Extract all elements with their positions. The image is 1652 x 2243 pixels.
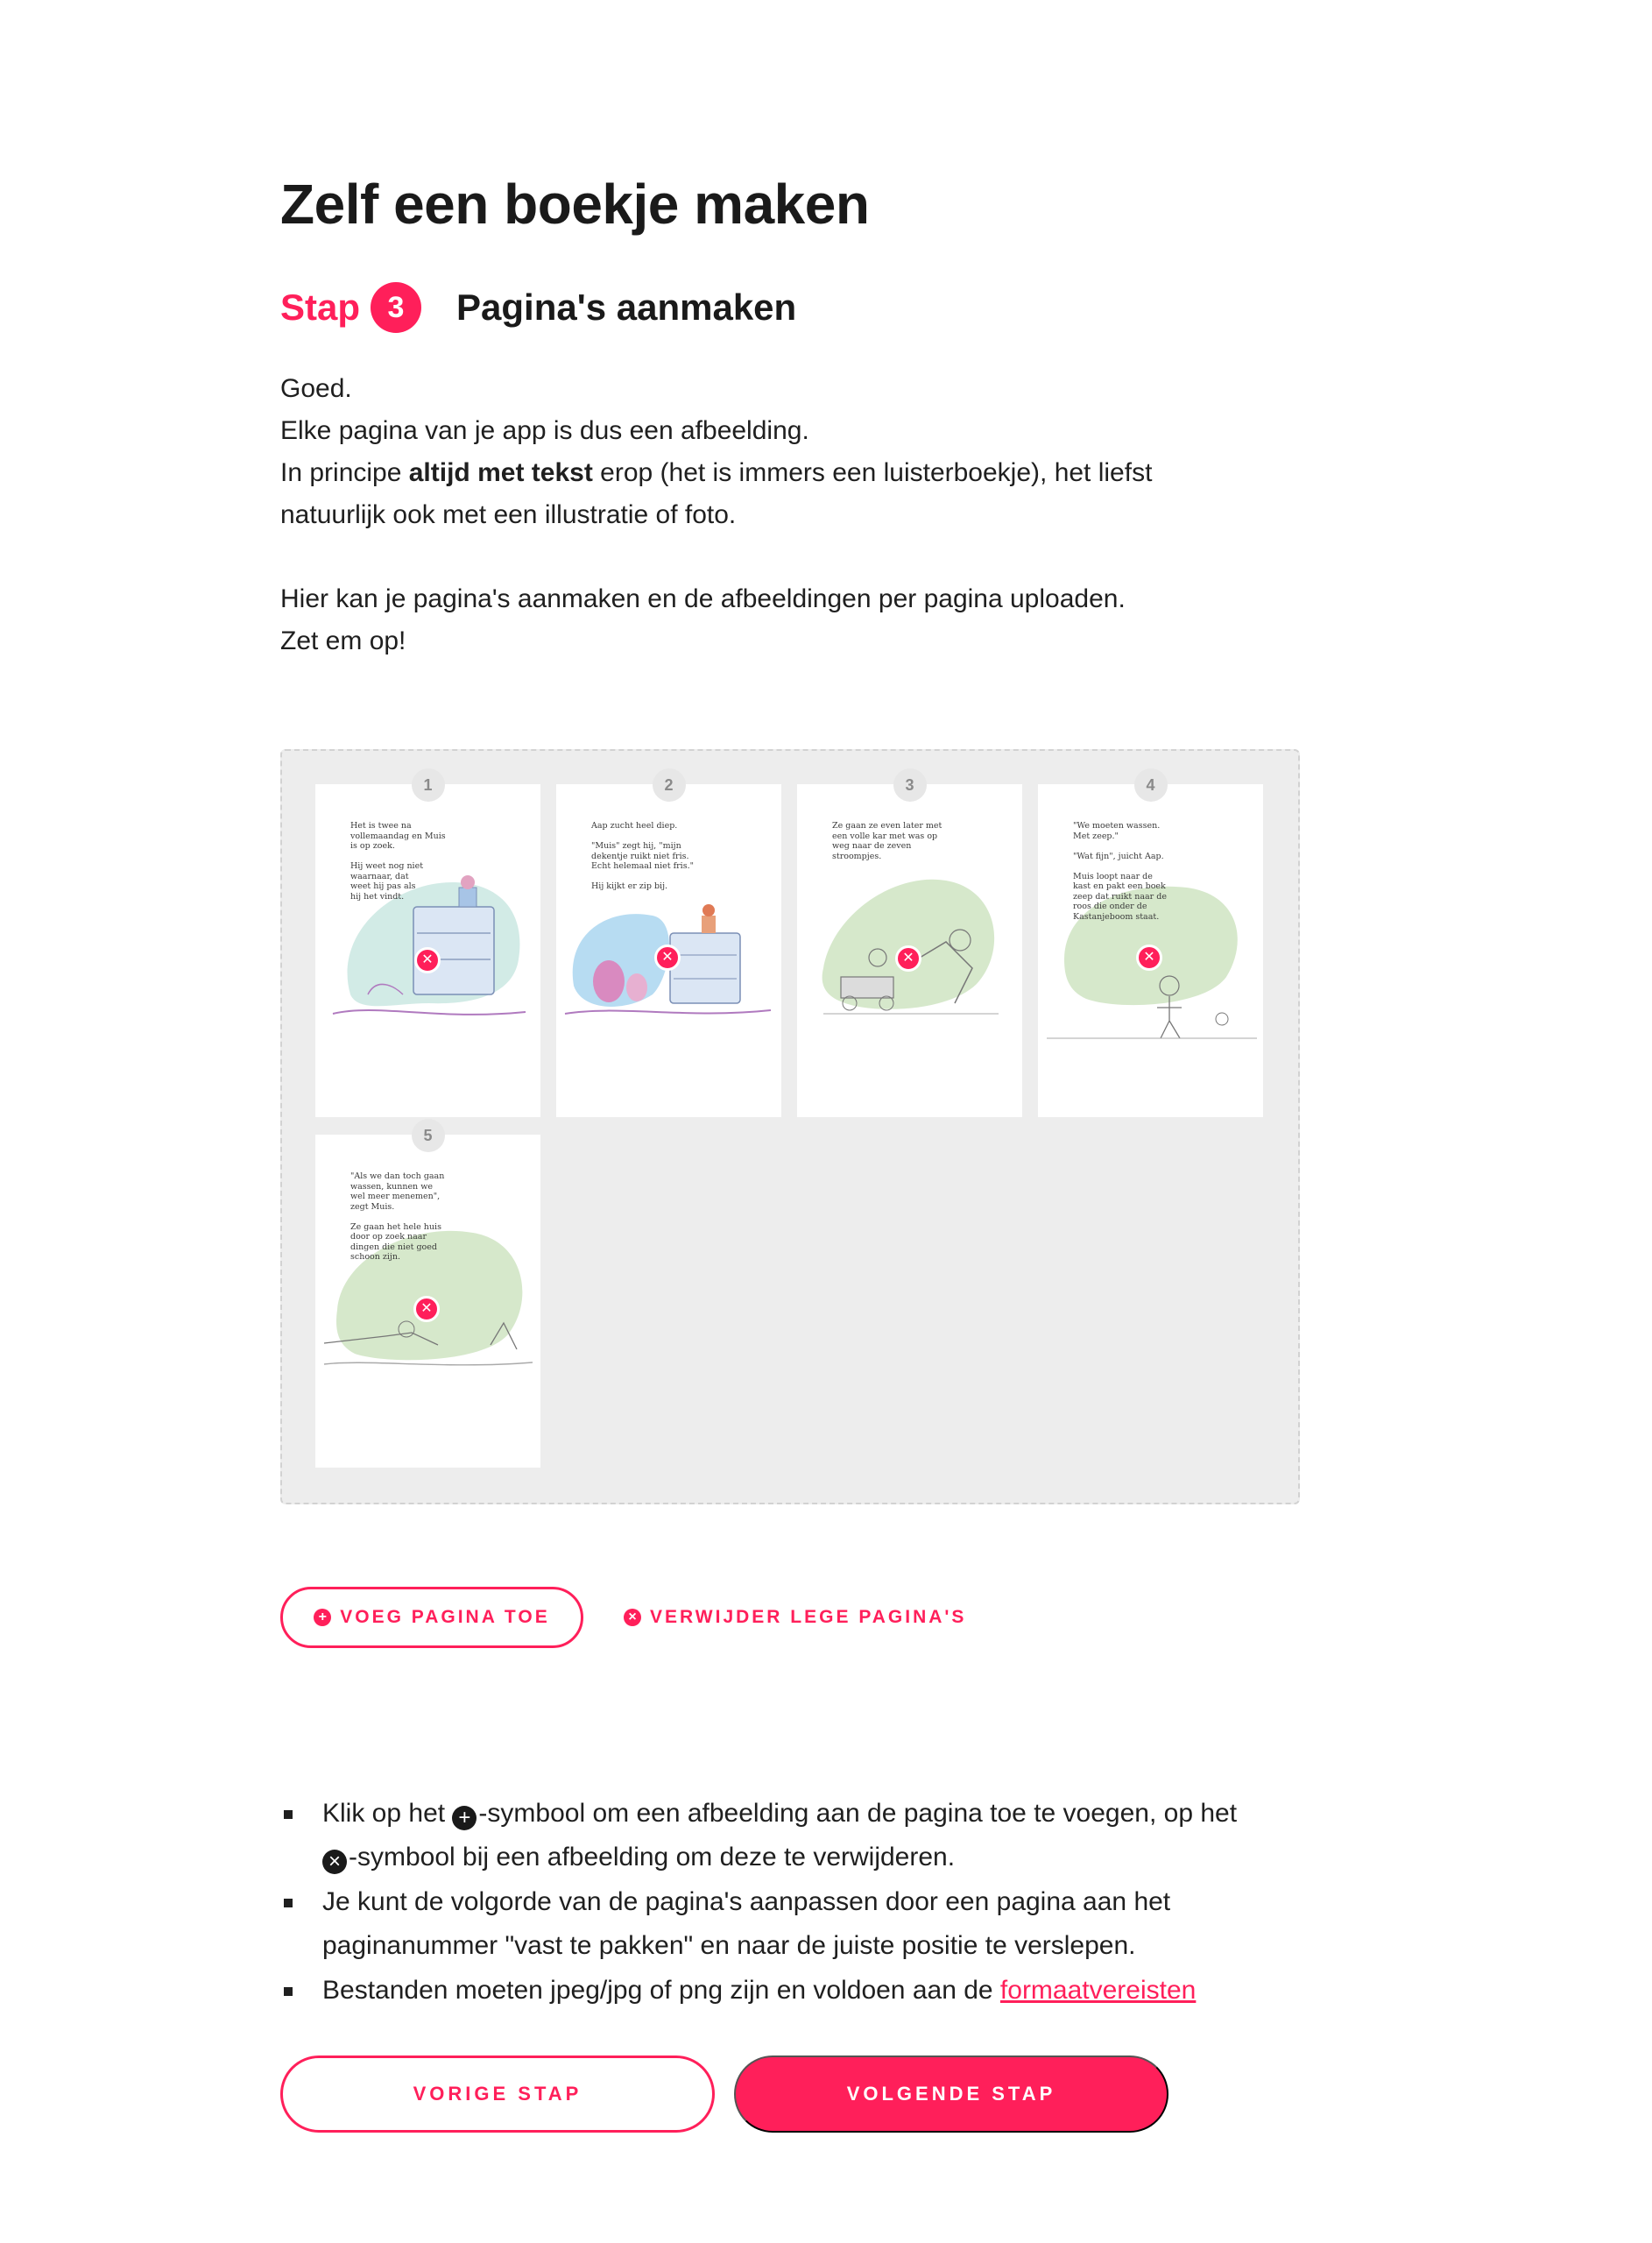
remove-image-icon[interactable]: ✕ [414,947,441,973]
page-number-handle[interactable]: 2 [653,768,686,802]
x-circle-icon: × [624,1609,641,1626]
page-card-2[interactable] [556,775,781,1117]
tip-text: Bestanden moeten jpeg/jpg of png zijn en voldoen aan de [322,1976,1000,2005]
tip-text: -symbool om een afbeelding aan de pagina toe te voegen, op het [478,1799,1238,1828]
remove-image-icon[interactable]: ✕ [413,1296,440,1322]
page-text: Het is twee na vollemaandag en Muis is op zoek. Hij weet nog niet waarnaar, dat weet hij pas als hij het vindt. [350,821,446,902]
page-number-handle[interactable]: 1 [412,768,445,802]
page-card-5[interactable] [315,1126,540,1468]
intro-text-segment: erop (het is immers een luisterboekje), het liefst [592,458,1153,487]
step-header [280,280,796,335]
pages-board[interactable] [280,749,1300,1504]
plus-circle-icon: + [314,1609,331,1626]
page-number-handle[interactable]: 3 [893,768,927,802]
x-circle-icon: × [322,1850,347,1874]
page-number-handle[interactable]: 5 [412,1119,445,1152]
previous-step-button[interactable]: VORIGE STAP [280,2055,715,2133]
page-number-handle[interactable]: 4 [1134,768,1168,802]
list-item: Je kunt de volgorde van de pagina's aanpassen door een pagina aan het paginanummer "vast te pakken" en naar de juiste positie te verslepen. [280,1880,1314,1968]
page-card-1[interactable] [315,775,540,1117]
remove-empty-pages-label: VERWIJDER LEGE PAGINA'S [650,1607,967,1627]
add-page-label: VOEG PAGINA TOE [340,1607,550,1627]
tip-text: -symbool bij een afbeelding om deze te verwijderen. [349,1843,956,1872]
remove-image-icon[interactable]: ✕ [895,945,921,972]
intro-line: Hier kan je pagina's aanmaken en de afbeeldingen per pagina uploaden. [280,584,1126,613]
step-label: Stap [280,287,361,328]
intro-line [280,452,1244,494]
tips-list [280,1792,1314,2013]
remove-image-icon[interactable]: ✕ [1136,945,1162,971]
list-item [280,1792,1314,1879]
page-card-4[interactable] [1038,775,1263,1117]
page-card-3[interactable] [797,775,1022,1117]
step-number-badge: 3 [371,282,421,333]
step-title: Pagina's aanmaken [456,287,797,328]
page-text: "Als we dan toch gaan wassen, kunnen we wel meer menemen", zegt Muis. Ze gaan het hele huis door op zoek naar dingen die niet goed schoon zijn. [350,1171,445,1262]
next-step-button[interactable]: VOLGENDE STAP [734,2055,1168,2133]
page-text: "We moeten wassen. Met zeep." "Wat fijn", juicht Aap. Muis loopt naar de kast en pakt een boek zeep dat ruikt naar de roos die onder de Kastanjeboom staat. [1073,821,1167,922]
intro-line: Elke pagina van je app is dus een afbeelding. [280,416,809,445]
page-text: Aap zucht heel diep. "Muis" zegt hij, "mijn dekentje ruikt niet fris. Echt helemaal niet fris." Hij kijkt er zip bij. [591,821,694,891]
intro-text-segment: In principe [280,458,409,487]
intro-line: Goed. [280,374,352,403]
intro-line: natuurlijk ook met een illustratie of foto. [280,500,737,529]
remove-empty-pages-button[interactable] [624,1587,966,1648]
tip-text: Klik op het [322,1799,453,1828]
intro-line: Zet em op! [280,626,406,655]
format-requirements-link[interactable]: formaatvereisten [999,1976,1197,2005]
list-item [280,1969,1314,2013]
page-title: Zelf een boekje maken [280,173,870,236]
page-text: Ze gaan ze even later met een volle kar met was op weg naar de zeven stroompjes. [832,821,942,861]
remove-image-icon[interactable]: ✕ [654,945,681,971]
plus-circle-icon: + [452,1806,477,1830]
add-page-button[interactable] [280,1587,583,1648]
intro-text [280,368,1244,662]
intro-bold-text: altijd met tekst [408,458,593,487]
